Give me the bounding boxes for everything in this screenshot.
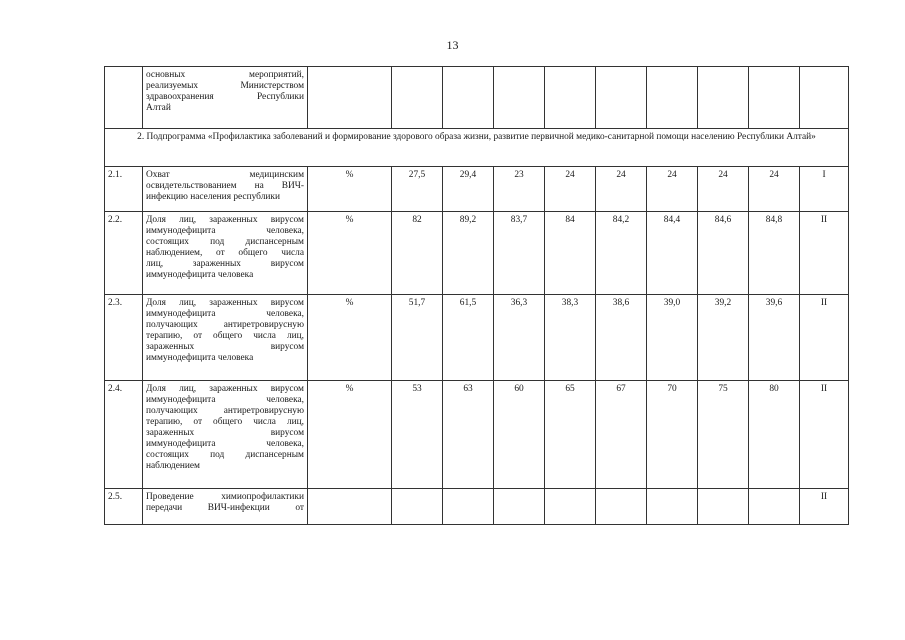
value-cell: 80 xyxy=(749,381,800,489)
name-line: иммунодефицита человека, xyxy=(146,395,304,405)
value-cell xyxy=(494,67,545,129)
group-cell xyxy=(800,67,849,129)
value-cell xyxy=(443,489,494,525)
name-line: состоящих под диспансерным xyxy=(146,450,304,460)
name-line: основных мероприятий, xyxy=(146,70,304,80)
unit-cell: % xyxy=(308,167,392,212)
value-cell xyxy=(647,67,698,129)
group-cell: II xyxy=(800,489,849,525)
value-cell xyxy=(392,489,443,525)
name-line: зараженных вирусом xyxy=(146,342,304,352)
table-row xyxy=(105,489,849,525)
value-cell xyxy=(443,67,494,129)
page-number: 13 xyxy=(446,38,459,52)
value-cell xyxy=(392,67,443,129)
value-cell: 83,7 xyxy=(494,212,545,295)
value-cell: 65 xyxy=(545,381,596,489)
value-cell: 70 xyxy=(647,381,698,489)
value-cell xyxy=(545,489,596,525)
value-cell xyxy=(698,489,749,525)
unit-cell xyxy=(308,489,392,525)
subprogram-row xyxy=(105,129,849,167)
value-cell: 29,4 xyxy=(443,167,494,212)
value-cell: 51,7 xyxy=(392,295,443,381)
name-line: иммунодефицита человека, xyxy=(146,226,304,236)
indicator-name-cell xyxy=(143,295,308,381)
value-cell: 75 xyxy=(698,381,749,489)
value-cell: 39,0 xyxy=(647,295,698,381)
name-line: Алтай xyxy=(146,103,171,113)
value-cell: 23 xyxy=(494,167,545,212)
indicator-name-cell xyxy=(143,212,308,295)
name-line: наблюдением, от общего числа xyxy=(146,248,304,258)
value-cell: 39,6 xyxy=(749,295,800,381)
table-row xyxy=(105,381,849,489)
value-cell xyxy=(545,67,596,129)
value-cell: 84,2 xyxy=(596,212,647,295)
group-cell: I xyxy=(800,167,849,212)
name-line: получающих антиретровирусную xyxy=(146,320,304,330)
table-row-continuation xyxy=(105,67,849,129)
indicator-name-cell xyxy=(143,489,308,525)
name-line: терапию, от общего числа лиц, xyxy=(146,331,304,341)
name-line: Доля лиц, зараженных вирусом xyxy=(146,384,304,394)
name-line: наблюдением xyxy=(146,461,200,471)
name-line: реализуемых Министерством xyxy=(146,81,304,91)
group-cell: II xyxy=(800,212,849,295)
name-line: освидетельствованием на ВИЧ- xyxy=(146,181,304,191)
name-line: Проведение химиопрофилактики xyxy=(146,492,304,502)
value-cell: 84,4 xyxy=(647,212,698,295)
table-row xyxy=(105,167,849,212)
value-cell: 61,5 xyxy=(443,295,494,381)
value-cell: 84,8 xyxy=(749,212,800,295)
value-cell: 24 xyxy=(596,167,647,212)
indicator-name-cell xyxy=(143,67,308,129)
row-number-cell: 2.5. xyxy=(105,489,143,525)
value-cell: 67 xyxy=(596,381,647,489)
group-cell: II xyxy=(800,381,849,489)
value-cell: 36,3 xyxy=(494,295,545,381)
value-cell: 27,5 xyxy=(392,167,443,212)
row-number-cell: 2.3. xyxy=(105,295,143,381)
value-cell: 89,2 xyxy=(443,212,494,295)
indicators-table xyxy=(104,66,849,525)
row-number-cell: 2.4. xyxy=(105,381,143,489)
name-line: Охват медицинским xyxy=(146,170,304,180)
name-line: получающих антиретровирусную xyxy=(146,406,304,416)
name-line: иммунодефицита человека, xyxy=(146,439,304,449)
indicator-name-cell xyxy=(143,381,308,489)
name-line: здравоохранения Республики xyxy=(146,92,304,102)
value-cell: 63 xyxy=(443,381,494,489)
value-cell xyxy=(596,489,647,525)
name-line: терапию, от общего числа лиц, xyxy=(146,417,304,427)
value-cell xyxy=(749,489,800,525)
subprogram-title: 2. Подпрограмма «Профилактика заболеваний и формирование здорового образа жизни, развитие первичной медико-санитарной помощи населению Республики Алтай» xyxy=(105,129,849,167)
unit-cell xyxy=(308,67,392,129)
name-line: зараженных вирусом xyxy=(146,428,304,438)
value-cell: 60 xyxy=(494,381,545,489)
value-cell: 24 xyxy=(698,167,749,212)
name-line: иммунодефицита человека xyxy=(146,270,254,280)
name-line: инфекцию населения республики xyxy=(146,192,280,202)
value-cell: 82 xyxy=(392,212,443,295)
value-cell xyxy=(749,67,800,129)
value-cell: 38,3 xyxy=(545,295,596,381)
group-cell: II xyxy=(800,295,849,381)
value-cell: 84,6 xyxy=(698,212,749,295)
value-cell: 38,6 xyxy=(596,295,647,381)
value-cell: 39,2 xyxy=(698,295,749,381)
value-cell: 24 xyxy=(545,167,596,212)
value-cell xyxy=(596,67,647,129)
indicator-name-cell xyxy=(143,167,308,212)
row-number-cell xyxy=(105,67,143,129)
value-cell: 53 xyxy=(392,381,443,489)
table-body xyxy=(105,67,849,525)
name-line: состоящих под диспансерным xyxy=(146,237,304,247)
value-cell xyxy=(494,489,545,525)
name-line: иммунодефицита человека xyxy=(146,353,254,363)
value-cell xyxy=(698,67,749,129)
value-cell: 24 xyxy=(749,167,800,212)
name-line: передачи ВИЧ-инфекции от xyxy=(146,503,304,513)
name-line: Доля лиц, зараженных вирусом xyxy=(146,298,304,308)
value-cell xyxy=(647,489,698,525)
value-cell: 24 xyxy=(647,167,698,212)
name-line: лиц, зараженных вирусом xyxy=(146,259,304,269)
name-line: иммунодефицита человека, xyxy=(146,309,304,319)
unit-cell: % xyxy=(308,295,392,381)
table-row xyxy=(105,212,849,295)
value-cell: 84 xyxy=(545,212,596,295)
unit-cell: % xyxy=(308,212,392,295)
row-number-cell: 2.2. xyxy=(105,212,143,295)
name-line: Доля лиц, зараженных вирусом xyxy=(146,215,304,225)
table-row xyxy=(105,295,849,381)
unit-cell: % xyxy=(308,381,392,489)
row-number-cell: 2.1. xyxy=(105,167,143,212)
